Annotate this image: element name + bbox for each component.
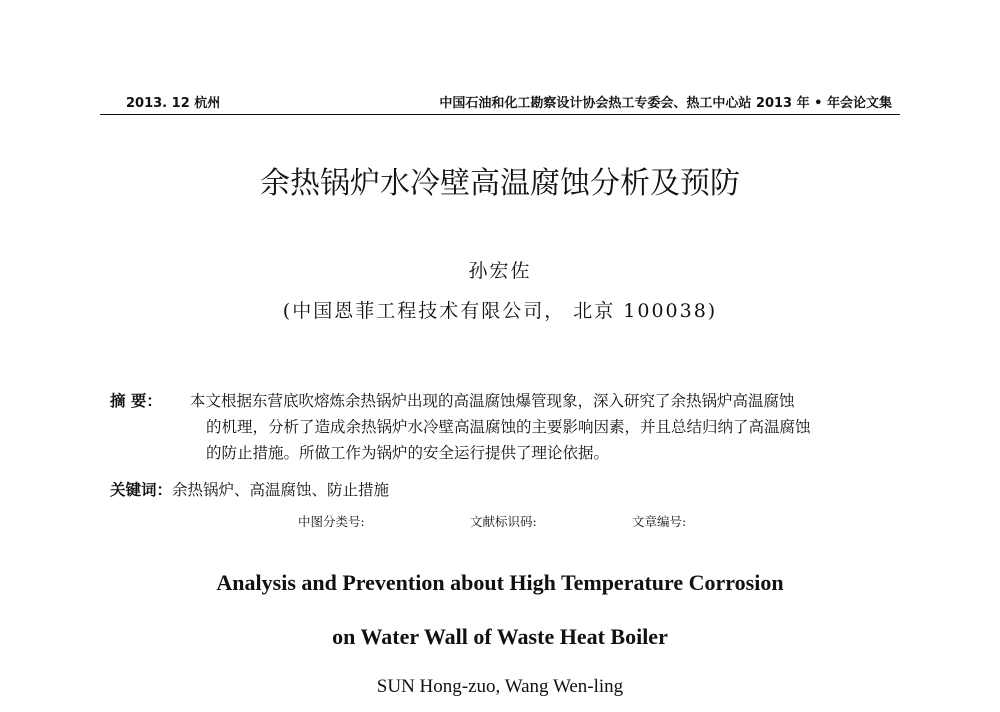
- keywords-section: [110, 478, 389, 500]
- english-authors: SUN Hong-zuo, Wang Wen-ling: [376, 676, 624, 697]
- paper-title: 余热锅炉水冷壁高温腐蚀分析及预防: [260, 166, 740, 201]
- article-number-label: 文章编号:: [632, 514, 687, 529]
- english-title-line-1: Analysis and Prevention about High Temperature Corrosion: [216, 570, 784, 595]
- keywords-label: 关键词：: [110, 481, 173, 499]
- clc-number-label: 中图分类号:: [298, 514, 365, 529]
- abstract-body: [190, 388, 900, 466]
- abstract-label: 摘 要：: [110, 392, 162, 410]
- abstract-line: 本文根据东营底吹熔炼余热锅炉出现的高温腐蚀爆管现象，深入研究了余热锅炉高温腐蚀: [190, 392, 795, 410]
- english-title-line-2: on Water Wall of Waste Heat Boiler: [332, 624, 668, 649]
- author-affiliation: (中国恩菲工程技术有限公司， 北京 100038): [282, 300, 718, 322]
- keywords-text: 余热锅炉、高温腐蚀、防止措施: [172, 481, 390, 499]
- abstract-line: 的防止措施。所做工作为锅炉的安全运行提供了理论依据。: [206, 444, 610, 462]
- author-name: 孙宏佐: [468, 260, 532, 282]
- abstract-section: [110, 388, 900, 466]
- header-date-location: 2013. 12 杭州: [126, 96, 221, 111]
- running-header: [100, 88, 900, 115]
- document-code-label: 文献标识码:: [470, 514, 537, 529]
- header-proceedings: 中国石油和化工勘察设计协会热工专委会、热工中心站 2013 年 • 年会论文集: [439, 96, 892, 111]
- abstract-line: 的机理，分析了造成余热锅炉水冷壁高温腐蚀的主要影响因素，并且总结归纳了高温腐蚀: [206, 418, 811, 436]
